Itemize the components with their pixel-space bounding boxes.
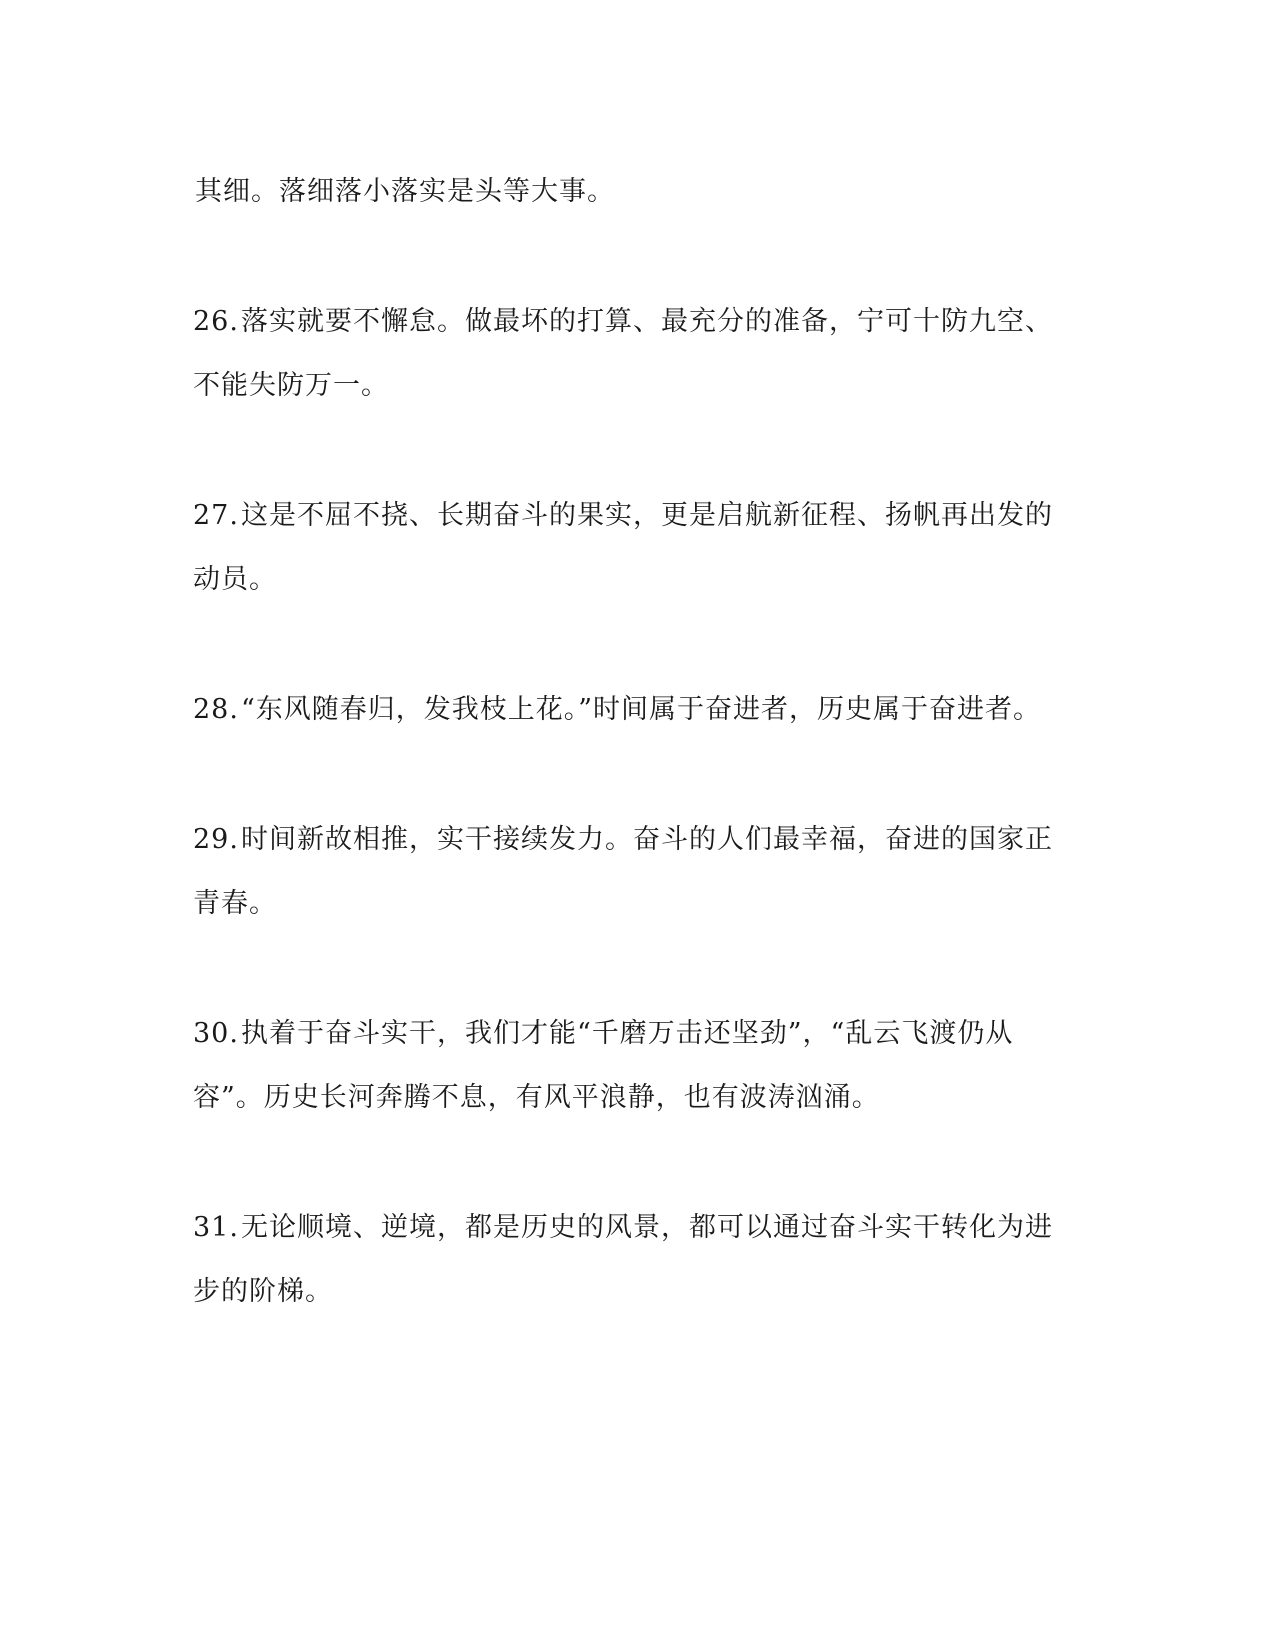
paragraph-text: 这是不屈不挠、长期奋斗的果实，更是启航新征程、扬帆再出发的动员。 <box>193 500 1053 595</box>
paragraph-31 <box>193 1196 1063 1324</box>
paragraph-27 <box>193 484 1063 612</box>
paragraph-text: 执着于奋斗实干，我们才能“千磨万击还坚劲”，“乱云飞渡仍从容”。历史长河奔腾不息，有风平浪静，也有波涛汹涌。 <box>193 1018 1014 1113</box>
paragraph-number: 29. <box>193 824 239 855</box>
paragraph-29 <box>193 808 1063 936</box>
paragraph-number: 31. <box>193 1212 239 1243</box>
paragraph-number: 26. <box>193 306 239 337</box>
paragraph-text: 其细。落细落小落实是头等大事。 <box>195 176 615 207</box>
paragraph-30 <box>193 1002 1063 1130</box>
paragraph-number: 27. <box>193 500 239 531</box>
paragraph-text: 落实就要不懈怠。做最坏的打算、最充分的准备，宁可十防九空、不能失防万一。 <box>193 306 1053 401</box>
paragraph-continued <box>193 160 1063 224</box>
paragraph-text: 无论顺境、逆境，都是历史的风景，都可以通过奋斗实干转化为进步的阶梯。 <box>193 1212 1053 1307</box>
paragraph-text: “东风随春归，发我枝上花。”时间属于奋进者，历史属于奋进者。 <box>240 694 1042 725</box>
paragraph-number: 28. <box>193 694 239 725</box>
document-body <box>193 160 1063 1390</box>
paragraph-number: 30. <box>193 1018 239 1049</box>
paragraph-28 <box>193 678 1063 742</box>
paragraph-text: 时间新故相推，实干接续发力。奋斗的人们最幸福，奋进的国家正青春。 <box>193 824 1053 919</box>
paragraph-26 <box>193 290 1063 418</box>
